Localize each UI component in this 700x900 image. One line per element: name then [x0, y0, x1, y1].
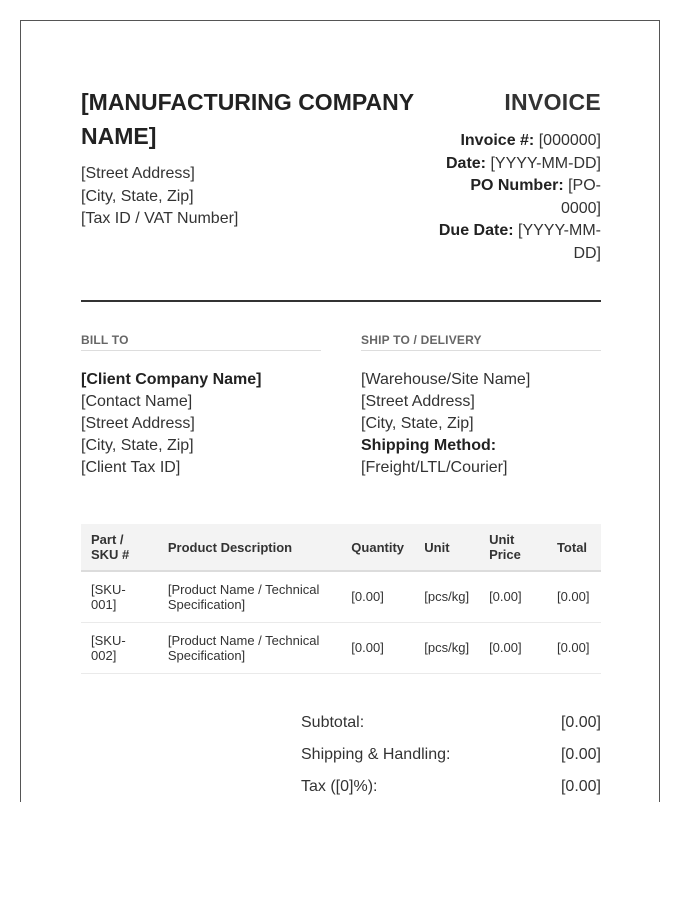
item-unit-price: [0.00]	[479, 622, 547, 673]
client-city-state-zip: [City, State, Zip]	[81, 437, 194, 454]
shipping-label: Shipping & Handling:	[301, 746, 451, 763]
column-header-unit-price: Unit Price	[479, 524, 547, 571]
totals-section	[301, 712, 601, 802]
bill-to-lines	[81, 369, 321, 479]
tax-row	[301, 776, 601, 802]
item-total: [0.00]	[547, 622, 601, 673]
tax-value: [0.00]	[560, 778, 601, 795]
client-company-name: [Client Company Name]	[81, 371, 262, 388]
warehouse-site-name: [Warehouse/Site Name]	[361, 371, 531, 388]
company-street: [Street Address]	[81, 165, 195, 182]
company-address	[81, 163, 238, 231]
item-description: [Product Name / Technical Specification]	[158, 571, 341, 622]
invoice-number-row	[431, 130, 601, 153]
item-quantity: [0.00]	[341, 571, 414, 622]
shipping-method-label: Shipping Method:	[361, 437, 497, 454]
client-street: [Street Address]	[81, 415, 195, 432]
ship-city-state-zip: [City, State, Zip]	[361, 415, 474, 432]
shipping-value: [0.00]	[560, 746, 601, 763]
ship-to-heading: SHIP TO / DELIVERY	[361, 333, 601, 351]
subtotal-row	[301, 712, 601, 744]
column-header-quantity: Quantity	[341, 524, 414, 571]
company-tax-id: [Tax ID / VAT Number]	[81, 210, 239, 227]
item-total: [0.00]	[547, 571, 601, 622]
invoice-title: INVOICE	[504, 89, 601, 115]
item-unit: [pcs/kg]	[414, 571, 479, 622]
table-header-row	[81, 524, 601, 571]
table-row	[81, 622, 601, 673]
item-description: [Product Name / Technical Specification]	[158, 622, 341, 673]
ship-to-section	[361, 333, 601, 479]
client-contact-name: [Contact Name]	[81, 393, 193, 410]
client-tax-id: [Client Tax ID]	[81, 459, 181, 476]
line-items-table	[81, 524, 601, 674]
item-sku: [SKU-001]	[81, 571, 158, 622]
invoice-page	[20, 20, 660, 802]
invoice-date-label: Date:	[446, 154, 487, 172]
invoice-date: [YYYY-MM-DD]	[490, 154, 601, 172]
column-header-unit: Unit	[414, 524, 479, 571]
item-unit-price: [0.00]	[479, 571, 547, 622]
invoice-meta	[431, 130, 601, 265]
ship-to-lines	[361, 369, 601, 479]
due-date: [YYYY-MM-DD]	[518, 222, 601, 262]
ship-street: [Street Address]	[361, 393, 475, 410]
invoice-date-row	[431, 153, 601, 176]
item-sku: [SKU-002]	[81, 622, 158, 673]
column-header-total: Total	[547, 524, 601, 571]
due-date-row	[431, 220, 601, 265]
column-header-sku: Part / SKU #	[81, 524, 158, 571]
shipping-row	[301, 744, 601, 776]
subtotal-value: [0.00]	[560, 714, 601, 731]
company-name: [MANUFACTURING COMPANY NAME]	[81, 89, 414, 149]
table-row	[81, 571, 601, 622]
header-divider	[81, 300, 601, 302]
po-number-label: PO Number:	[470, 177, 564, 194]
invoice-number-label: Invoice #:	[460, 132, 535, 149]
item-quantity: [0.00]	[341, 622, 414, 673]
bill-to-heading: BILL TO	[81, 333, 321, 351]
tax-label: Tax ([0]%):	[301, 778, 378, 795]
bill-to-section	[81, 333, 321, 479]
subtotal-label: Subtotal:	[301, 714, 365, 731]
shipping-method: [Freight/LTL/Courier]	[361, 459, 508, 476]
invoice-number: [000000]	[538, 132, 601, 149]
po-number: [PO-0000]	[560, 177, 601, 217]
column-header-description: Product Description	[158, 524, 341, 571]
due-date-label: Due Date:	[438, 222, 514, 239]
item-unit: [pcs/kg]	[414, 622, 479, 673]
po-number-row	[431, 175, 601, 220]
company-city-state-zip: [City, State, Zip]	[81, 187, 194, 205]
